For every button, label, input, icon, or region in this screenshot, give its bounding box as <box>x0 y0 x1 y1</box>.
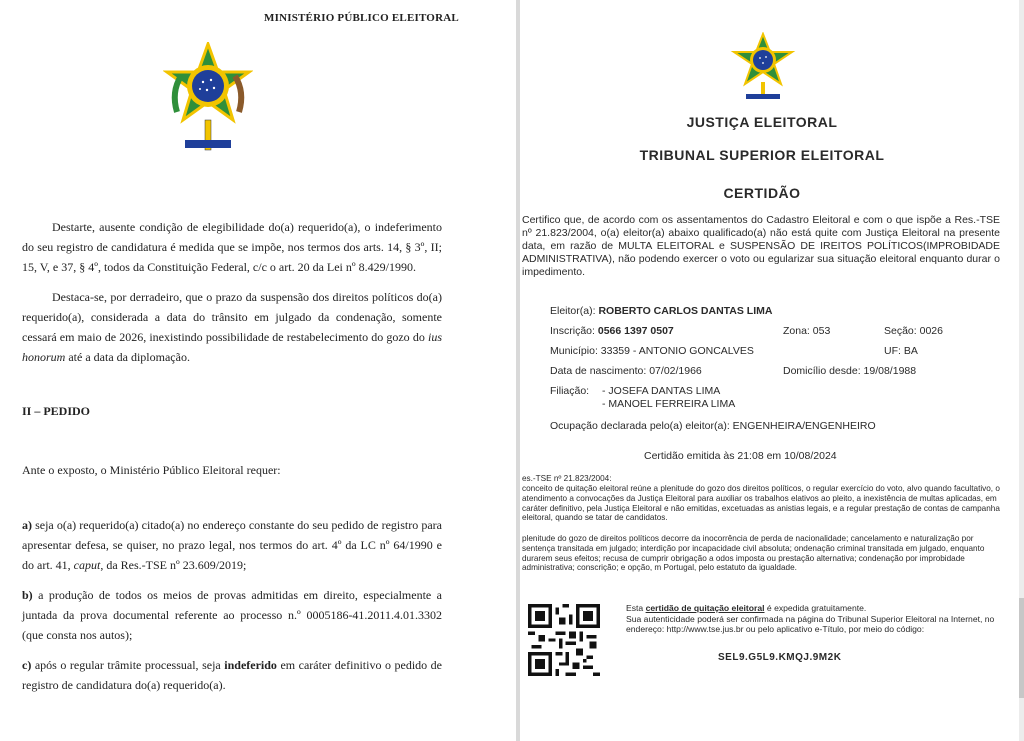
request-item-b: b) a produção de todos os meios de provas admitidas em direito, especialmente a juntada da prova documental referente ao processo n.º 0005186-41.2011.4.01.3302 (que consta nos autos); <box>22 588 442 642</box>
verification-code: SEL9.G5L9.KMQJ.9M2K <box>718 652 842 663</box>
qr-code <box>528 604 600 676</box>
title-tse: TRIBUNAL SUPERIOR ELEITORAL <box>639 147 885 163</box>
resolution-heading: es.-TSE nº 21.823/2004: <box>522 474 612 483</box>
municipality: Município: 33359 - ANTONIO GONCALVES <box>550 345 754 357</box>
occupation: Ocupação declarada pelo(a) eleitor(a): ENGENHEIRA/ENGENHEIRO <box>550 420 876 432</box>
scroll-thumb[interactable] <box>1019 598 1024 698</box>
request-intro: Ante o exposto, o Ministério Público Eleitoral requer: <box>22 463 281 477</box>
paragraph-destarte: Destarte, ausente condição de elegibilidade do(a) requerido(a), o indeferimento do seu registro de candidatura é medida que se impõe, nos termos dos arts. 14, § 3º, II; 15, V, e 37, § 4º, todos da Constituição Federal, c/c o art. 20 da Lei nº 8.429/1990. <box>22 220 442 274</box>
paragraph-destaca: Destaca-se, por derradeiro, que o prazo da suspensão dos direitos políticos do(a) requerido(a), considerada a data do trânsito em julgado da condenação, somente cessará em maio de 2026, inexistindo possibilidade de restabelecimento do gozo do ius honorum até a data da diplomação. <box>22 290 442 364</box>
inscription-number: 0566 1397 0507 <box>597 325 674 337</box>
state: UF: BA <box>884 345 918 357</box>
resolution-paragraph-1: conceito de quitação eleitoral reúne a plenitude do gozo dos direitos políticos, o regular exercício do voto, alvo quando facultativo, o atendimento a convocações da Justiça Eleitoral para auxiliar os trabalhos elativos ao pleito, a inexistência de multas aplicadas, em caráter definitivo, pela Justiça Eleitoral e não emitidas, excetuadas as anistias legais, e a regular prestação de contas de campanha eleitoral, quando se tatar de candidatos. <box>522 484 1000 523</box>
brazil-coat-of-arms-emblem <box>163 42 253 160</box>
section: Seção: 0026 <box>884 325 943 337</box>
authenticity-note: Esta certidão de quitação eleitoral é expedida gratuitamente. Sua autenticidade poderá ser confirmada na página do Tribunal Superior Eleitoral na Internet, no endereço: http://www.tse.jus.br ou pelo aplicativo e-Título, por meio do código: <box>626 603 995 634</box>
title-certidao: CERTIDÃO <box>723 185 801 201</box>
quitacao-link[interactable]: certidão de quitação eleitoral <box>645 603 765 613</box>
filiation-label: Filiação: <box>550 385 590 397</box>
zone: Zona: 053 <box>783 325 831 337</box>
section-pedido-heading: II – PEDIDO <box>22 404 91 418</box>
resolution-paragraph-2: plenitude do gozo de direitos políticos decorre da inocorrência de perda de nacionalidade; cancelamento e naturalização por sentença transitada em julgado; interdição por incapacidade civil absoluta; ondenação criminal transitada em julgado, enquanto durarem seus efeitos; recusa de cumprir obrigação a odos imposta ou prestação alternativa; condenação por improbidade administrativa; conscrição; e opção, m Portugal, pelo estatuto da igualdade. <box>522 534 985 573</box>
ministry-header: MINISTÉRIO PÚBLICO ELEITORAL <box>264 12 459 24</box>
voter-name-row: Eleitor(a): ROBERTO CARLOS DANTAS LIMA <box>550 305 773 317</box>
voter-name: ROBERTO CARLOS DANTAS LIMA <box>598 305 773 317</box>
scrollbar[interactable] <box>1019 0 1024 741</box>
inscription-row: Inscrição: 0566 1397 0507 <box>550 325 674 337</box>
brazil-coat-of-arms-emblem <box>730 32 796 102</box>
domicile-since: Domicílio desde: 19/08/1988 <box>783 365 917 377</box>
request-item-a: a) seja o(a) requerido(a) citado(a) no endereço constante do seu pedido de registro para apresentar defesa, se quiser, no prazo legal, nos termos do art. 4º da LC nº 64/1990 e do art. 41, caput, da Res.-TSE nº 23.609/2019; <box>22 518 442 572</box>
request-item-c: c) após o regular trâmite processual, seja indeferido em caráter definitivo o pedido de registro de candidatura do(a) requerido(a). <box>22 658 443 692</box>
certificate-body: Certifico que, de acordo com os assentamentos do Cadastro Eleitoral e com o que ispõe a Res.-TSE nº 21.823/2004, o(a) eleitor(a) abaixo qualificado(a) não está quite com Justiça Eleitoral na presente data, em razão de MULTA ELEITORAL e SUSPENSÃO DE IREITOS POLÍTICOS(IMPROBIDADE ADMINISTRATIVA), não podendo exercer o voto ou egularizar sua situação eleitoral enquanto durar o impedimento. <box>522 214 1000 278</box>
title-justica-eleitoral: JUSTIÇA ELEITORAL <box>686 114 838 130</box>
filiation-mother: - JOSEFA DANTAS LIMA <box>602 385 721 397</box>
filiation-father: - MANOEL FERREIRA LIMA <box>602 398 736 410</box>
birth-date: Data de nascimento: 07/02/1966 <box>550 365 702 377</box>
right-certificate-page <box>520 0 1024 741</box>
issued-at: Certidão emitida às 21:08 em 10/08/2024 <box>644 450 837 462</box>
